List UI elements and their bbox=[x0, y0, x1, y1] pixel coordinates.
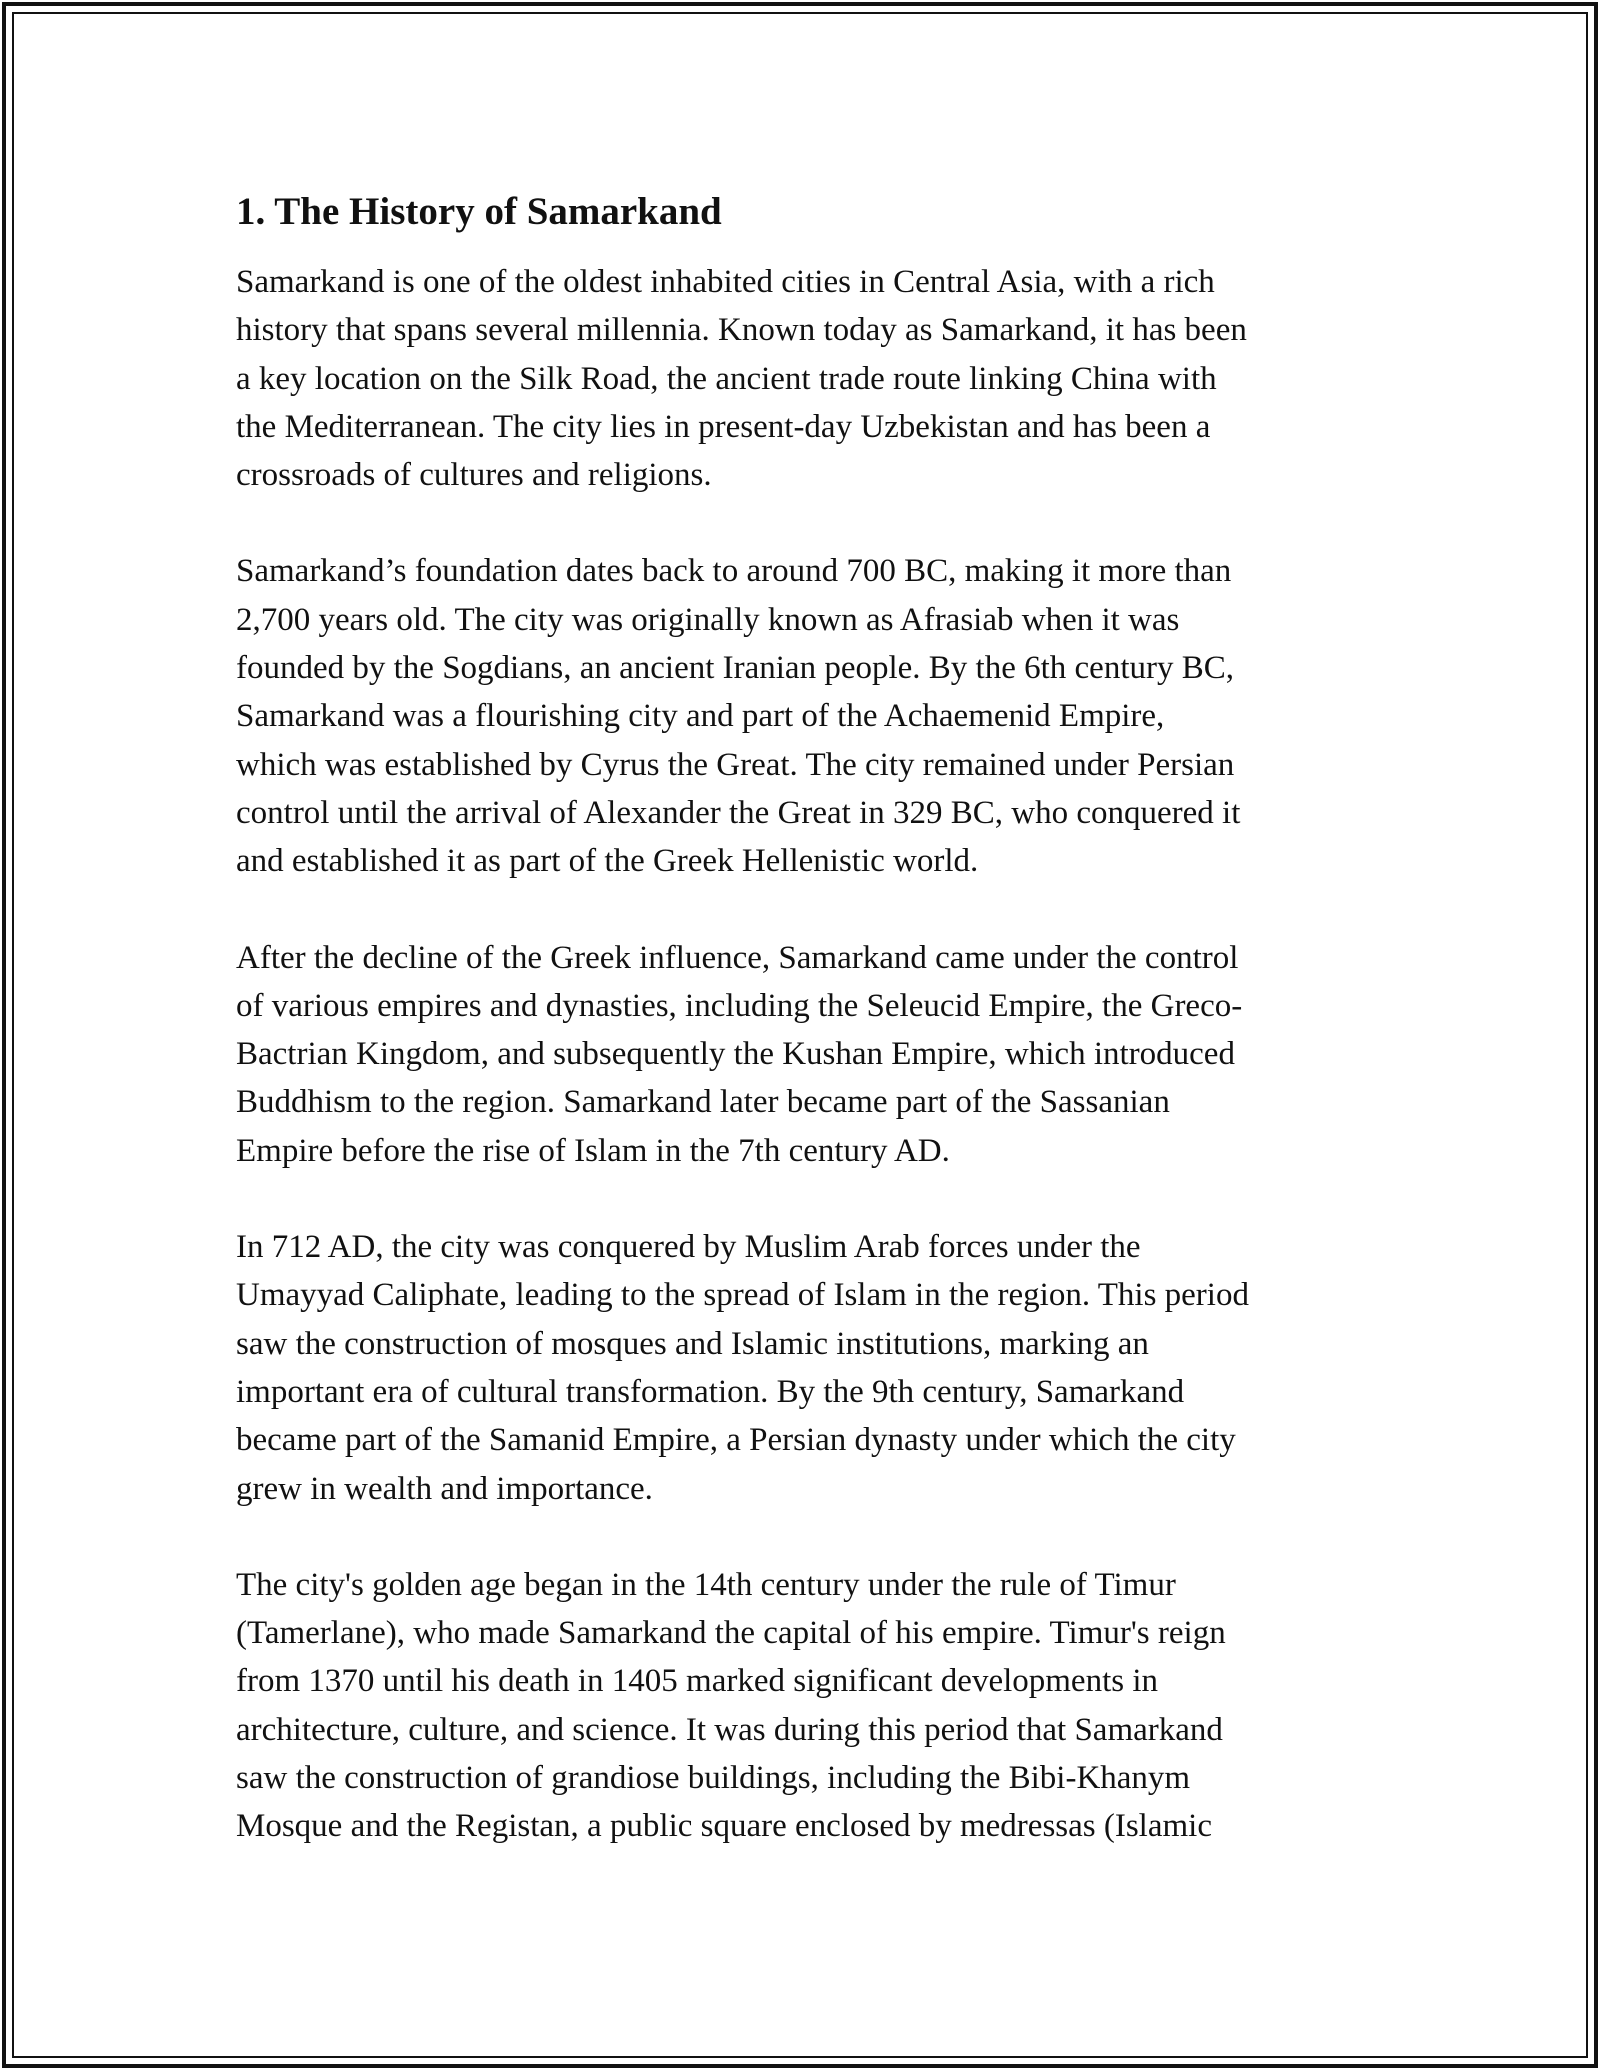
paragraph-line: became part of the Samanid Empire, a Persian dynasty under which the city bbox=[236, 1422, 1236, 1459]
paragraph-line: founded by the Sogdians, an ancient Iranian people. By the 6th century BC, bbox=[236, 650, 1235, 687]
paragraph-line: Samarkand’s foundation dates back to around 700 BC, making it more than bbox=[236, 553, 1232, 590]
paragraph bbox=[236, 1561, 1376, 1851]
paragraph-line: Buddhism to the region. Samarkand later became part of the Sassanian bbox=[236, 1084, 1170, 1121]
paragraph-line: crossroads of cultures and religions. bbox=[236, 457, 712, 494]
paragraph-line: of various empires and dynasties, including the Seleucid Empire, the Greco- bbox=[236, 987, 1243, 1024]
paragraph-line: 2,700 years old. The city was originally known as Afrasiab when it was bbox=[236, 601, 1180, 638]
paragraph-line: saw the construction of mosques and Islamic institutions, marking an bbox=[236, 1325, 1149, 1362]
paragraph-line: history that spans several millennia. Known today as Samarkand, it has been bbox=[236, 312, 1247, 349]
paragraph-line: Samarkand is one of the oldest inhabited cities in Central Asia, with a rich bbox=[236, 264, 1215, 300]
paragraph bbox=[236, 934, 1376, 1175]
document-body bbox=[236, 186, 1376, 1899]
paragraph-line: Bactrian Kingdom, and subsequently the Kushan Empire, which introduced bbox=[236, 1036, 1235, 1073]
paragraph-line: the Mediterranean. The city lies in present-day Uzbekistan and has been a bbox=[236, 408, 1211, 445]
paragraph-list bbox=[236, 258, 1376, 1851]
paragraph-line: control until the arrival of Alexander the Great in 329 BC, who conquered it bbox=[236, 794, 1241, 831]
paragraph-line: Umayyad Caliphate, leading to the spread of Islam in the region. This period bbox=[236, 1277, 1249, 1314]
paragraph-line: from 1370 until his death in 1405 marked significant developments in bbox=[236, 1663, 1159, 1700]
section-heading: 1. The History of Samarkand bbox=[236, 190, 722, 233]
paragraph-line: architecture, culture, and science. It was during this period that Samarkand bbox=[236, 1711, 1223, 1748]
paragraph bbox=[236, 547, 1376, 885]
paragraph-line: a key location on the Silk Road, the ancient trade route linking China with bbox=[236, 360, 1217, 397]
paragraph-line: After the decline of the Greek influence, Samarkand came under the control bbox=[236, 939, 1239, 976]
paragraph-line: Empire before the rise of Islam in the 7th century AD. bbox=[236, 1132, 950, 1169]
paragraph-line: and established it as part of the Greek Hellenistic world. bbox=[236, 843, 979, 880]
paragraph bbox=[236, 258, 1376, 499]
paragraph-line: Samarkand was a flourishing city and part of the Achaemenid Empire, bbox=[236, 698, 1165, 735]
paragraph-line: Mosque and the Registan, a public square enclosed by medressas (Islamic bbox=[236, 1808, 1212, 1845]
paragraph-line: saw the construction of grandiose buildings, including the Bibi-Khanym bbox=[236, 1760, 1191, 1797]
paragraph bbox=[236, 1223, 1376, 1513]
paragraph-line: The city's golden age began in the 14th century under the rule of Timur bbox=[236, 1566, 1176, 1603]
paragraph-line: important era of cultural transformation. By the 9th century, Samarkand bbox=[236, 1373, 1185, 1410]
paragraph-line: (Tamerlane), who made Samarkand the capital of his empire. Timur's reign bbox=[236, 1615, 1226, 1652]
paragraph-line: In 712 AD, the city was conquered by Muslim Arab forces under the bbox=[236, 1229, 1141, 1266]
paragraph-line: which was established by Cyrus the Great. The city remained under Persian bbox=[236, 746, 1235, 783]
paragraph-line: grew in wealth and importance. bbox=[236, 1470, 653, 1507]
